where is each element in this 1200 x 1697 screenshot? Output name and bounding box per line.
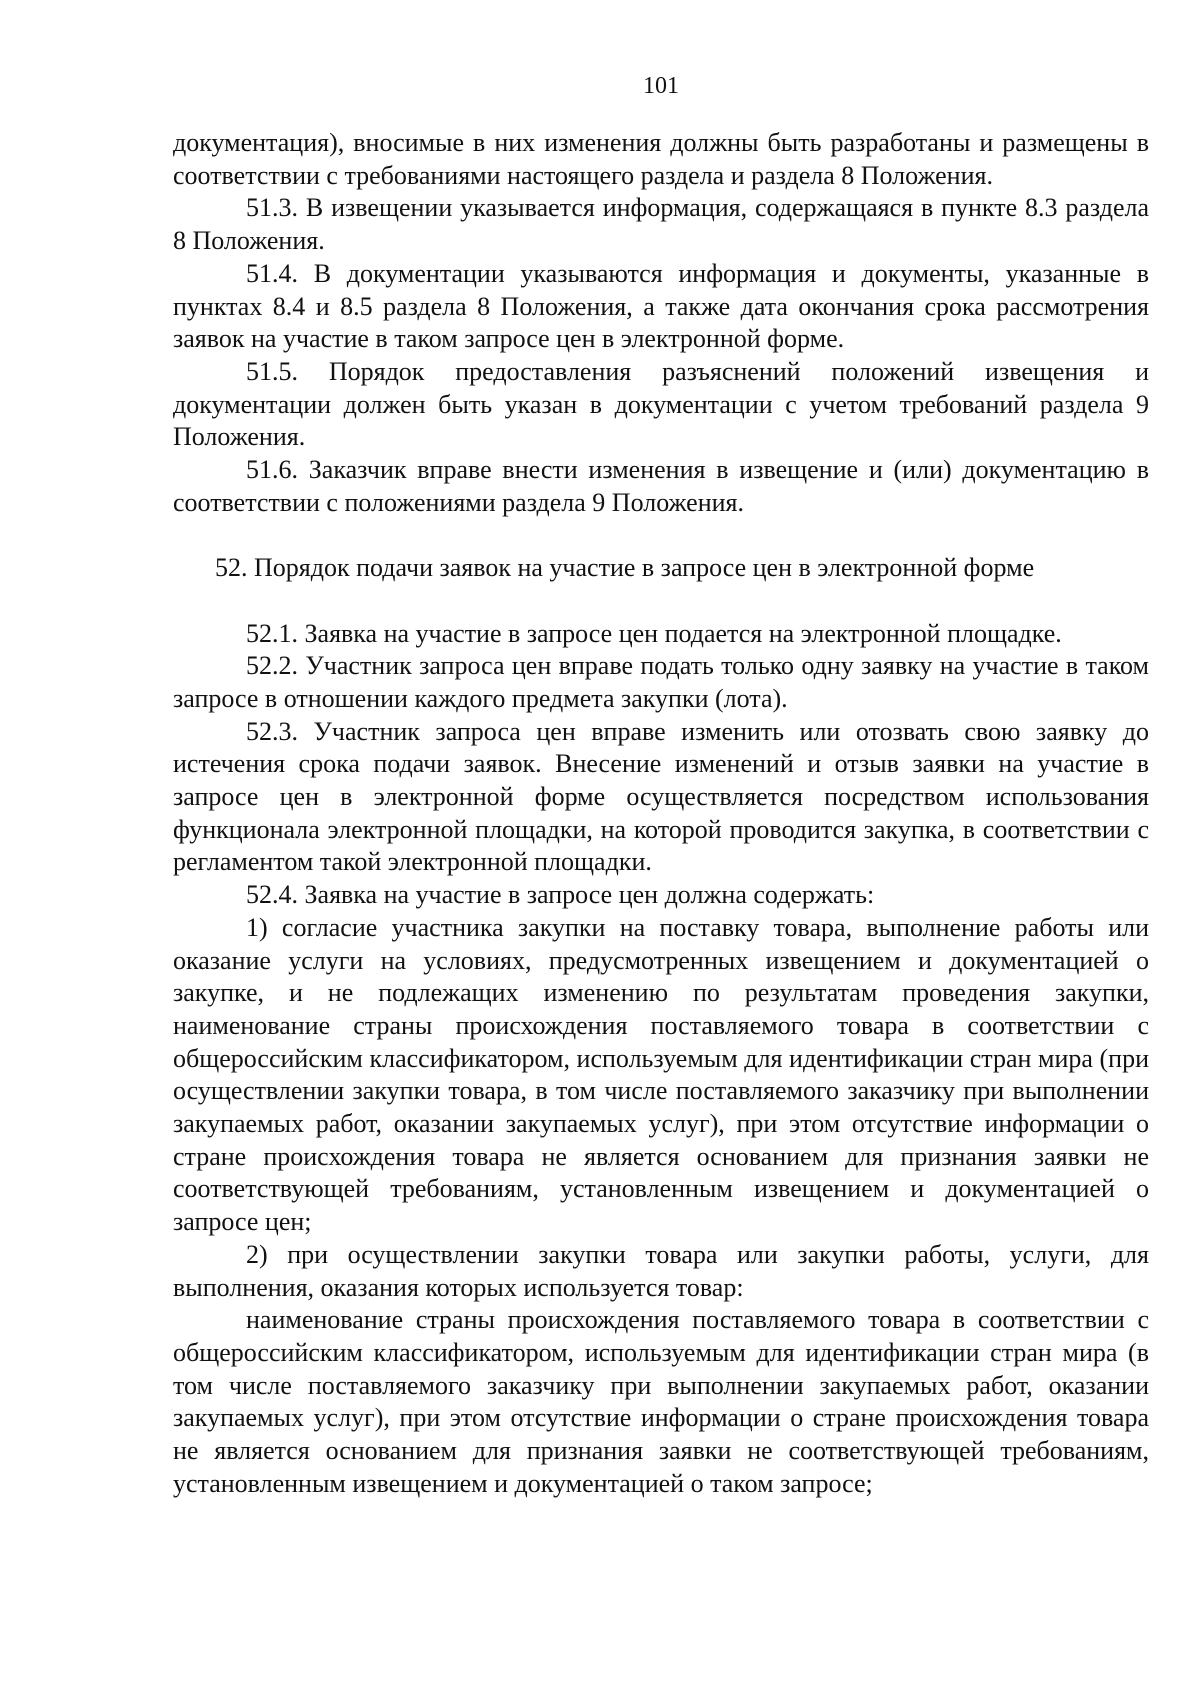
paragraph-52-2: 52.2. Участник запроса цен вправе подать только одну заявку на участие в таком запросе в отношении каждого предмета закупки (лота). — [173, 651, 1149, 713]
list-item-2-sub: наименование страны происхождения поставляемого товара в соответствии с общероссийским классификатором, используемым для идентификации стран мира (в том числе поставляемого заказчику при выполнении закупаемых работ, оказании закупаемых услуг), при этом отсутствие информации о стране происхождения товара не является основанием для признания заявки не соответствующей требованиям, установленным извещением и документацией о таком запросе; — [173, 1305, 1149, 1498]
document-body — [173, 127, 1149, 1501]
paragraph-52-1: 52.1. Заявка на участие в запросе цен подается на электронной площадке. — [246, 618, 1062, 648]
paragraph-51-4: 51.4. В документации указываются информация и документы, указанные в пунктах 8.4 и 8.5 раздела 8 Положения, а также дата окончания срока рассмотрения заявок на участие в таком запросе цен в электронной форме. — [173, 258, 1149, 354]
paragraph-continuation: документация), вносимые в них изменения должны быть разработаны и размещены в соответствии с требованиями настоящего раздела и раздела 8 Положения. — [173, 128, 1149, 190]
page-number: 101 — [643, 73, 679, 99]
spacer — [173, 585, 1149, 618]
paragraph-51-3: 51.3. В извещении указывается информация, содержащаяся в пункте 8.3 раздела 8 Положения. — [173, 193, 1149, 256]
list-item-2: 2) при осуществлении закупки товара или закупки работы, услуги, для выполнения, оказания которых используется товар: — [173, 1239, 1149, 1302]
paragraph-52-3: 52.3. Участник запроса цен вправе изменить или отозвать свою заявку до истечения срока подачи заявок. Внесение изменений и отзыв заявки на участие в запросе цен в электронной форме осуществляется посредством использования функционала электронной площадки, на которой проводится закупка, в соответствии с регламентом такой электронной площадки. — [173, 716, 1149, 877]
list-item-1: 1) согласие участника закупки на поставку товара, выполнение работы или оказание услуги на условиях, предусмотренных извещением и документацией о закупке, и не подлежащих изменению по результатам проведения закупки, наименование страны происхождения поставляемого товара в соответствии с общероссийским классификатором, используемым для идентификации стран мира (при осуществлении закупки товара, в том числе поставляемого заказчику при выполнении закупаемых работ, оказании закупаемых услуг), при этом отсутствие информации о стране происхождения товара не является основанием для признания заявки не соответствующей требованиям, установленным извещением и документацией о запросе цен; — [173, 912, 1149, 1237]
paragraph-51-6: 51.6. Заказчик вправе внести изменения в извещение и (или) документацию в соответствии с положениями раздела 9 Положения. — [173, 455, 1149, 517]
section-heading-52: 52. Порядок подачи заявок на участие в запросе цен в электронной форме — [215, 553, 1035, 583]
paragraph-51-5: 51.5. Порядок предоставления разъяснений положений извещения и документации должен быть указан в документации с учетом требований раздела 9 Положения. — [173, 356, 1149, 452]
paragraph-52-4: 52.4. Заявка на участие в запросе цен должна содержать: — [246, 880, 875, 910]
spacer — [173, 519, 1149, 552]
